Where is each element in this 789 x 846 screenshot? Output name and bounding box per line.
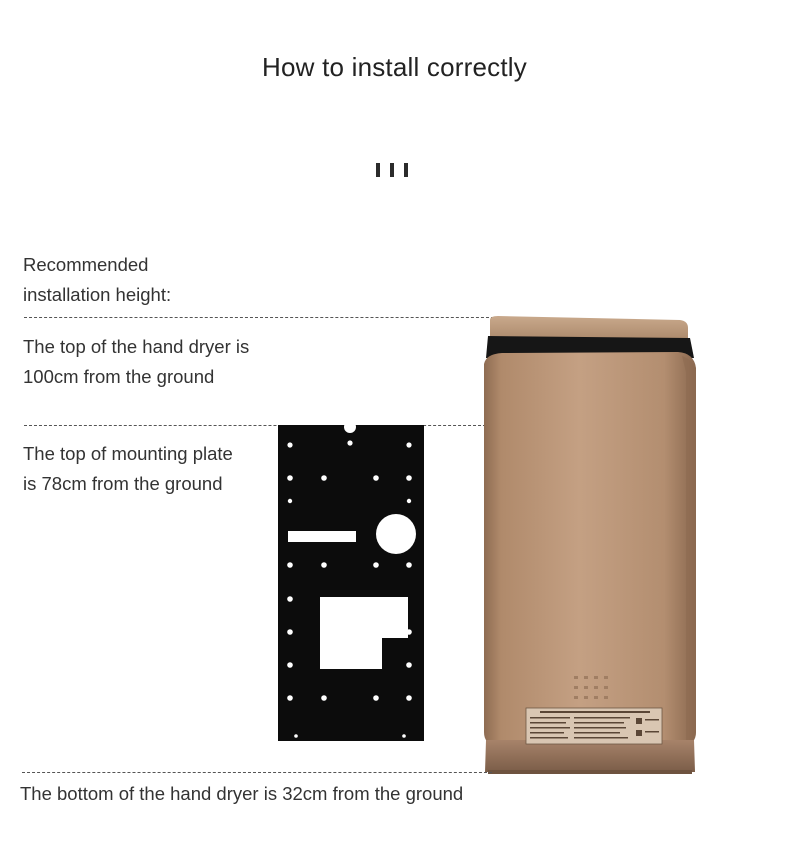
mounting-plate-image (278, 425, 424, 741)
top-dryer-label-line1: The top of the hand dryer is (23, 336, 250, 357)
page-title: How to install correctly (262, 52, 527, 82)
section-divider-icon (376, 163, 418, 181)
hand-dryer-image (480, 312, 700, 782)
bottom-dryer-label: The bottom of the hand dryer is 32cm from the ground (20, 783, 464, 804)
top-dryer-label-line2: 100cm from the ground (23, 366, 215, 387)
mounting-plate-label-line1: The top of mounting plate (23, 443, 233, 464)
mounting-plate-label (23, 439, 233, 499)
recommended-height-label-line2: installation height: (23, 284, 172, 305)
mounting-plate-drawing (278, 425, 424, 741)
top-dryer-label (23, 332, 249, 392)
recommended-height-label (23, 250, 171, 310)
mounting-plate-label-line2: is 78cm from the ground (23, 473, 223, 494)
bottom-dryer-guide-line (22, 772, 492, 773)
top-dryer-guide-line (24, 317, 494, 318)
recommended-height-label-line1: Recommended (23, 254, 149, 275)
hand-dryer-drawing (480, 312, 700, 782)
